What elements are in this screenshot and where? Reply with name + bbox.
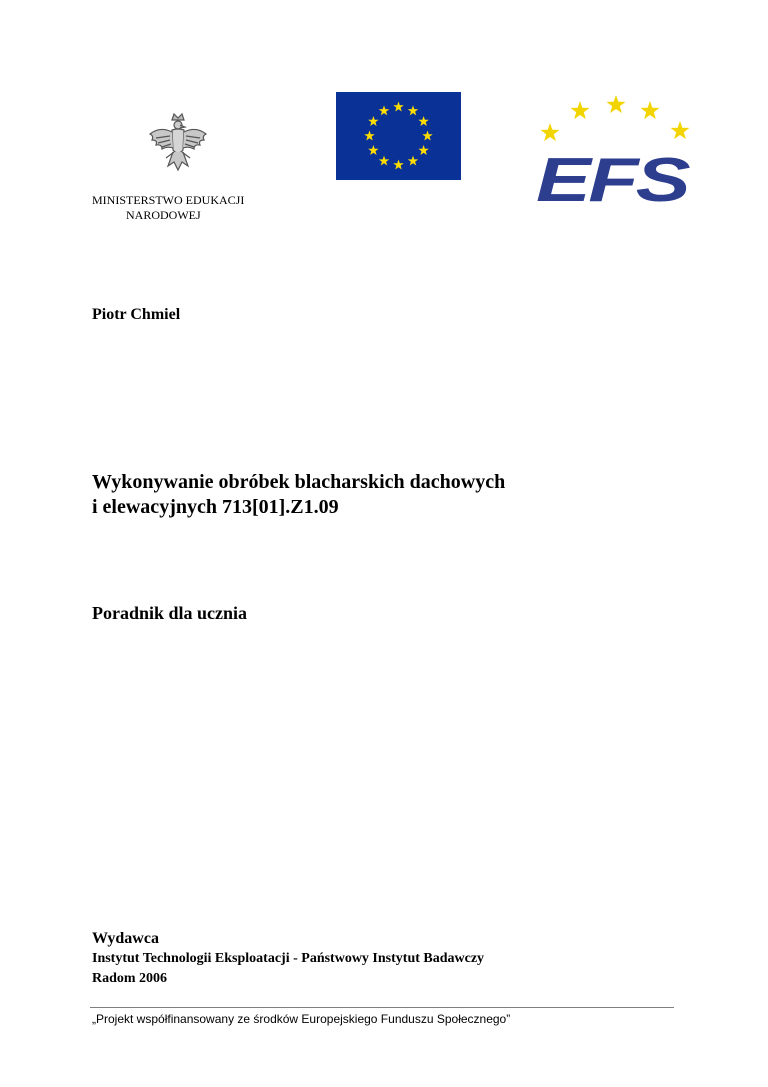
efs-star-arc [540, 95, 689, 141]
efs-star [570, 101, 589, 119]
polish-eagle-emblem-icon [146, 110, 210, 176]
efs-star [670, 121, 689, 139]
ministry-label [92, 193, 244, 223]
footer-note: „Projekt współfinansowany ze środków Europejskiego Funduszu Społecznego” [92, 1012, 511, 1026]
publisher-block [92, 929, 484, 989]
efs-logo-text: EFS [536, 146, 691, 207]
footer-divider [90, 1007, 674, 1008]
efs-star [540, 123, 559, 141]
publisher-place-year: Radom 2006 [92, 971, 168, 986]
ministry-line-1: MINISTERSTWO EDUKACJI [92, 193, 245, 207]
publisher-heading: Wydawca [92, 930, 159, 947]
document-title [92, 470, 505, 520]
title-line-2: i elewacyjnych 713[01].Z1.09 [92, 496, 339, 518]
publisher-name: Instytut Technologii Eksploatacji - Państwowy Instytut Badawczy [92, 951, 485, 966]
efs-star [640, 101, 659, 119]
title-line-1: Wykonywanie obróbek blacharskich dachowych [92, 471, 506, 493]
ministry-line-2: NARODOWEJ [126, 208, 201, 222]
document-subtitle: Poradnik dla ucznia [92, 603, 248, 623]
efs-logo-icon [532, 95, 694, 207]
author-name: Piotr Chmiel [92, 306, 181, 323]
efs-star [606, 95, 625, 113]
eu-flag-icon [336, 92, 461, 180]
